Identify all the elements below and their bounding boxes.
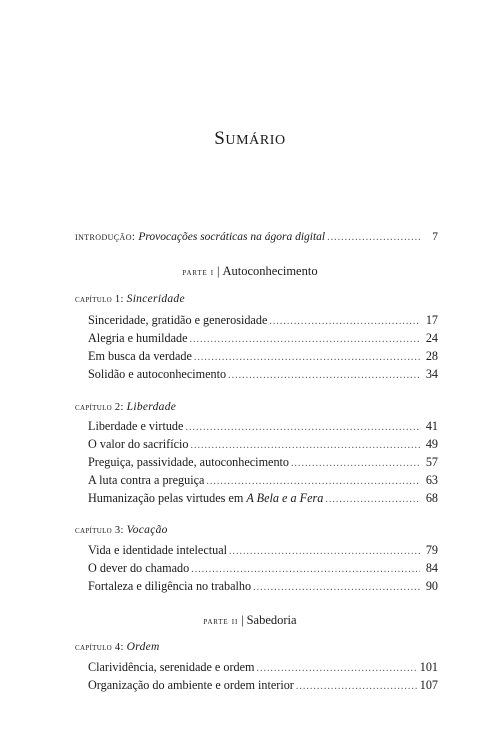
dot-leader xyxy=(191,438,420,454)
toc-entry xyxy=(88,366,438,384)
chapter-heading xyxy=(75,524,168,536)
chapter-name: Vocação xyxy=(126,524,168,536)
dot-leader xyxy=(206,474,420,490)
page-number: 101 xyxy=(419,660,438,674)
toc-entry-text: Fortaleza e diligência no trabalho xyxy=(88,579,252,593)
dot-leader xyxy=(253,580,420,596)
intro-label: introdução: xyxy=(75,231,136,243)
page-title xyxy=(0,128,500,150)
toc-entry xyxy=(88,330,438,348)
page-number: 90 xyxy=(425,579,438,593)
chapter-label: capítulo 2: xyxy=(75,402,124,413)
page-number: 34 xyxy=(425,367,438,381)
toc-entry-text xyxy=(75,229,325,245)
toc-entry xyxy=(88,348,438,366)
toc-entry-intro xyxy=(75,229,438,246)
toc-entry-text: Preguiça, passividade, autoconhecimento xyxy=(88,455,290,469)
page-number: 107 xyxy=(419,678,438,692)
dot-leader xyxy=(327,230,420,246)
toc-entry-text: O dever do chamado xyxy=(88,561,190,575)
page-number: 57 xyxy=(425,455,438,469)
dot-leader xyxy=(291,456,420,472)
toc-entry xyxy=(88,578,438,596)
page-number: 28 xyxy=(425,349,438,363)
dot-leader xyxy=(194,350,420,366)
toc-entry-text-italic: A Bela e a Fera xyxy=(246,491,324,505)
chapter-label: capítulo 1: xyxy=(75,294,124,305)
chapter-label: capítulo 3: xyxy=(75,525,124,536)
toc-entry-text: Vida e identidade intelectual xyxy=(88,543,228,557)
toc-entry-text: Liberdade e virtude xyxy=(88,419,184,433)
toc-entry xyxy=(88,677,438,695)
divider: | xyxy=(216,264,220,278)
part-heading xyxy=(0,264,500,279)
page-number: 24 xyxy=(425,331,438,345)
toc-entry-text: Clarividência, serenidade e ordem xyxy=(88,660,255,674)
toc-entry-text-roman: Humanização pelas virtudes em xyxy=(88,491,247,505)
intro-title: Provocações socráticas na ágora digital xyxy=(138,231,326,243)
chapter-name: Ordem xyxy=(126,641,160,653)
toc-entry xyxy=(88,560,438,578)
toc-entry-text: A luta contra a preguiça xyxy=(88,473,205,487)
dot-leader xyxy=(269,314,420,330)
toc-entry xyxy=(88,542,438,560)
title-initial: S xyxy=(214,128,226,149)
page-number: 84 xyxy=(425,561,438,575)
part-heading xyxy=(0,613,500,628)
dot-leader xyxy=(228,368,420,384)
page-number: 49 xyxy=(425,437,438,451)
page-number: 63 xyxy=(425,473,438,487)
toc-entry-text: Solidão e autoconhecimento xyxy=(88,367,227,381)
dot-leader xyxy=(229,544,420,560)
toc-entry-text: Sinceridade, gratidão e generosidade xyxy=(88,313,268,327)
dot-leader xyxy=(191,562,420,578)
part-label: parte i xyxy=(182,267,214,278)
part-name: Sabedoria xyxy=(246,613,297,627)
chapter-label: capítulo 4: xyxy=(75,642,124,653)
chapter-heading xyxy=(75,401,176,413)
toc-entry xyxy=(88,312,438,330)
toc-entry xyxy=(88,418,438,436)
toc-entry xyxy=(88,436,438,454)
chapter-name: Sinceridade xyxy=(126,293,185,305)
toc-entry xyxy=(88,490,438,508)
title-rest: UMÁRIO xyxy=(225,133,286,148)
divider: | xyxy=(241,613,244,627)
page-number: 41 xyxy=(425,419,438,433)
chapter-heading xyxy=(75,293,185,305)
part-name: Autoconhecimento xyxy=(222,264,318,278)
toc-entry xyxy=(88,454,438,472)
dot-leader xyxy=(257,661,418,677)
toc-entry-text: Alegria e humildade xyxy=(88,331,188,345)
toc-entry-text: Organização do ambiente e ordem interior xyxy=(88,678,294,692)
toc-entry-text xyxy=(88,490,323,506)
chapter-heading xyxy=(75,641,160,653)
dot-leader xyxy=(325,492,420,508)
dot-leader xyxy=(190,332,421,348)
page-number: 79 xyxy=(425,543,438,557)
chapter-name: Liberdade xyxy=(126,401,177,413)
toc-entry xyxy=(88,659,438,677)
toc-entry-text: O valor do sacrifício xyxy=(88,437,189,451)
page-number: 68 xyxy=(425,491,438,505)
dot-leader xyxy=(185,420,420,436)
dot-leader xyxy=(296,679,418,695)
page-number: 17 xyxy=(425,313,438,327)
toc-entry xyxy=(88,472,438,490)
toc-entry-text: Em busca da verdade xyxy=(88,349,192,363)
part-label: parte ii xyxy=(203,616,239,627)
page-number: 7 xyxy=(432,231,438,243)
